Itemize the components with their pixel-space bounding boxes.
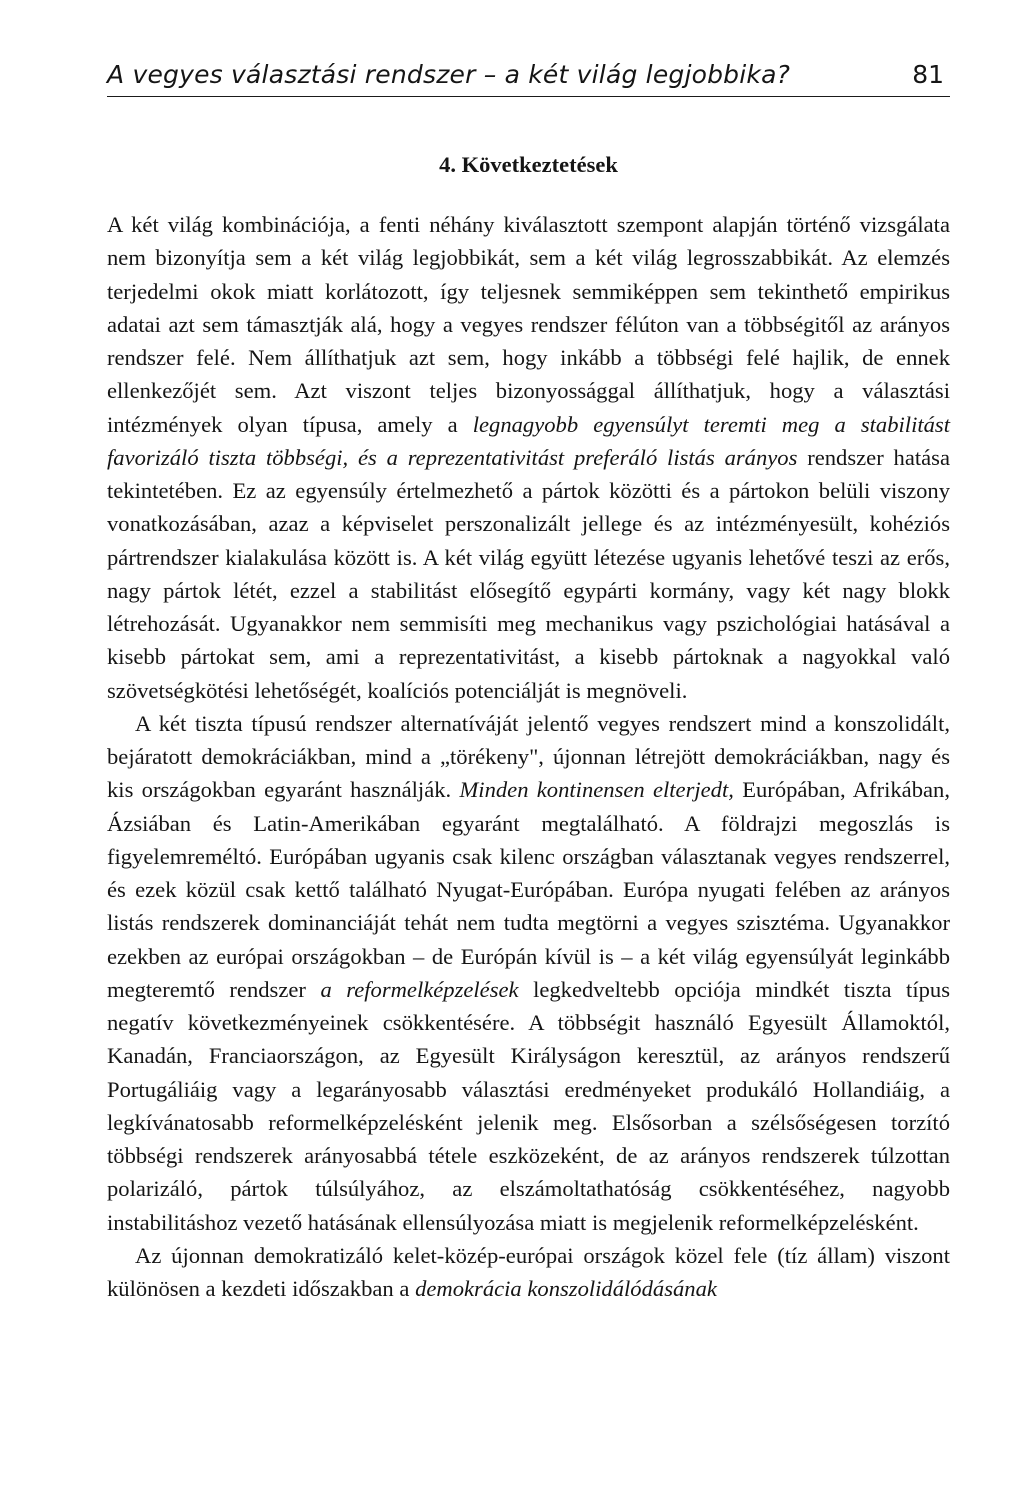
running-head-title: A vegyes választási rendszer – a két világ legjobbika? — [107, 60, 791, 89]
paragraph-3-text-a: Az újonnan demokratizáló kelet-közép-európai országok közel fele (tíz állam) viszont különösen a kezdeti időszakban a — [107, 1242, 950, 1301]
book-page — [107, 56, 950, 1305]
paragraph-2-text-a: A két tiszta típusú rendszer alternatíváját jelentő vegyes rendszert mind a konszolidált, bejáratott demokráciákban, mind a „törékeny", újonnan létrejött demokráciákban, nagy és kis országokban egyaránt használják. — [107, 710, 950, 803]
body-text — [107, 208, 950, 1305]
paragraph-1-emphasis: legnagyobb egyensúlyt teremti meg a stabilitást favorizáló tiszta többségi, és a reprezentativitást preferáló listás arányos — [107, 411, 950, 470]
paragraph-2-text-b: Európában, Afrikában, Ázsiában és Latin-Amerikában egyaránt megtalálható. A földrajzi megoszlás is figyelemreméltó. Európában ugyanis csak kilenc országban választanak vegyes rendszerrel, és ezek közül csak kettő található Nyugat-Európában. Európa nyugati felében az arányos listás rendszerek dominanciáját tehát nem tudta megtörni a vegyes szisztéma. Ugyanakkor ezekben az európai országokban – de Európán kívül is – a két világ egyensúlyát leginkább megteremtő rendszer — [107, 777, 950, 1002]
paragraph-3 — [107, 1239, 950, 1306]
paragraph-2-emphasis-1: Minden kontinensen elterjedt, — [459, 777, 734, 803]
running-header — [107, 56, 950, 97]
paragraph-2-text-c: legkedveltebb opciója mindkét tiszta típus negatív következményeinek csökkentésére. A többségit használó Egyesült Államoktól, Kanadán, Franciaországon, az Egyesült Királyságon keresztül, az arányos rendszerű Portugáliáig vagy a legarányosabb választási eredményeket produkáló Hollandiáig, a legkívánatosabb reformelképzelésként jelenik meg. Elsősorban a szélsőségesen torzító többségi rendszerek arányosabbá tétele eszközeként, de az arányos rendszerek túlzottan polarizáló, pártok túlsúlyához, az elszámoltathatóság csökkentéséhez, nagyobb instabilitáshoz vezető hatásának ellensúlyozása miatt is megjelenik reformelképzelésként. — [107, 976, 950, 1235]
paragraph-1 — [107, 208, 950, 707]
paragraph-3-emphasis: demokrácia konszolidálódásának — [415, 1276, 717, 1301]
section-heading: 4. Következtetések — [439, 152, 618, 177]
paragraph-2-emphasis-2: a reformelképzelések — [320, 976, 519, 1002]
paragraph-1-text-a: A két világ kombinációja, a fenti néhány kiválasztott szempont alapján történő vizsgálata nem bizonyítja sem a két világ legjobbikát, sem a két világ legrosszabbikát. Az elemzés terjedelmi okok miatt korlátozott, így teljesnek semmiképpen sem tekinthető empirikus adatai azt sem támasztják alá, hogy a vegyes rendszer félúton van a többségitől az arányos rendszer felé. Nem állíthatjuk azt sem, hogy inkább a többségi felé hajlik, de ennek ellenkezőjét sem. Azt viszont teljes bizonyossággal állíthatjuk, hogy a választási intézmények olyan típusa, amely a — [107, 212, 950, 437]
page-number: 81 — [912, 60, 944, 89]
paragraph-2 — [107, 707, 950, 1239]
paragraph-1-text-b: rendszer hatása tekintetében. Ez az egyensúly értelmezhető a pártok közötti és a pártokon belüli viszony vonatkozásában, azaz a képviselet perszonalizált jellege és az intézményesült, kohéziós pártrendszer kialakulása között is. A két világ együtt létezése ugyanis lehetővé teszi az erős, nagy pártok létét, ezzel a stabilitást elősegítő egypárti kormány, vagy két nagy blokk létrehozását. Ugyanakkor nem semmisíti meg mechanikus vagy pszichológiai hatásával a kisebb pártokat sem, ami a reprezentativitást, a kisebb pártoknak a nagyokkal való szövetségkötési lehetőségét, koalíciós potenciálját is megnöveli. — [107, 444, 950, 703]
